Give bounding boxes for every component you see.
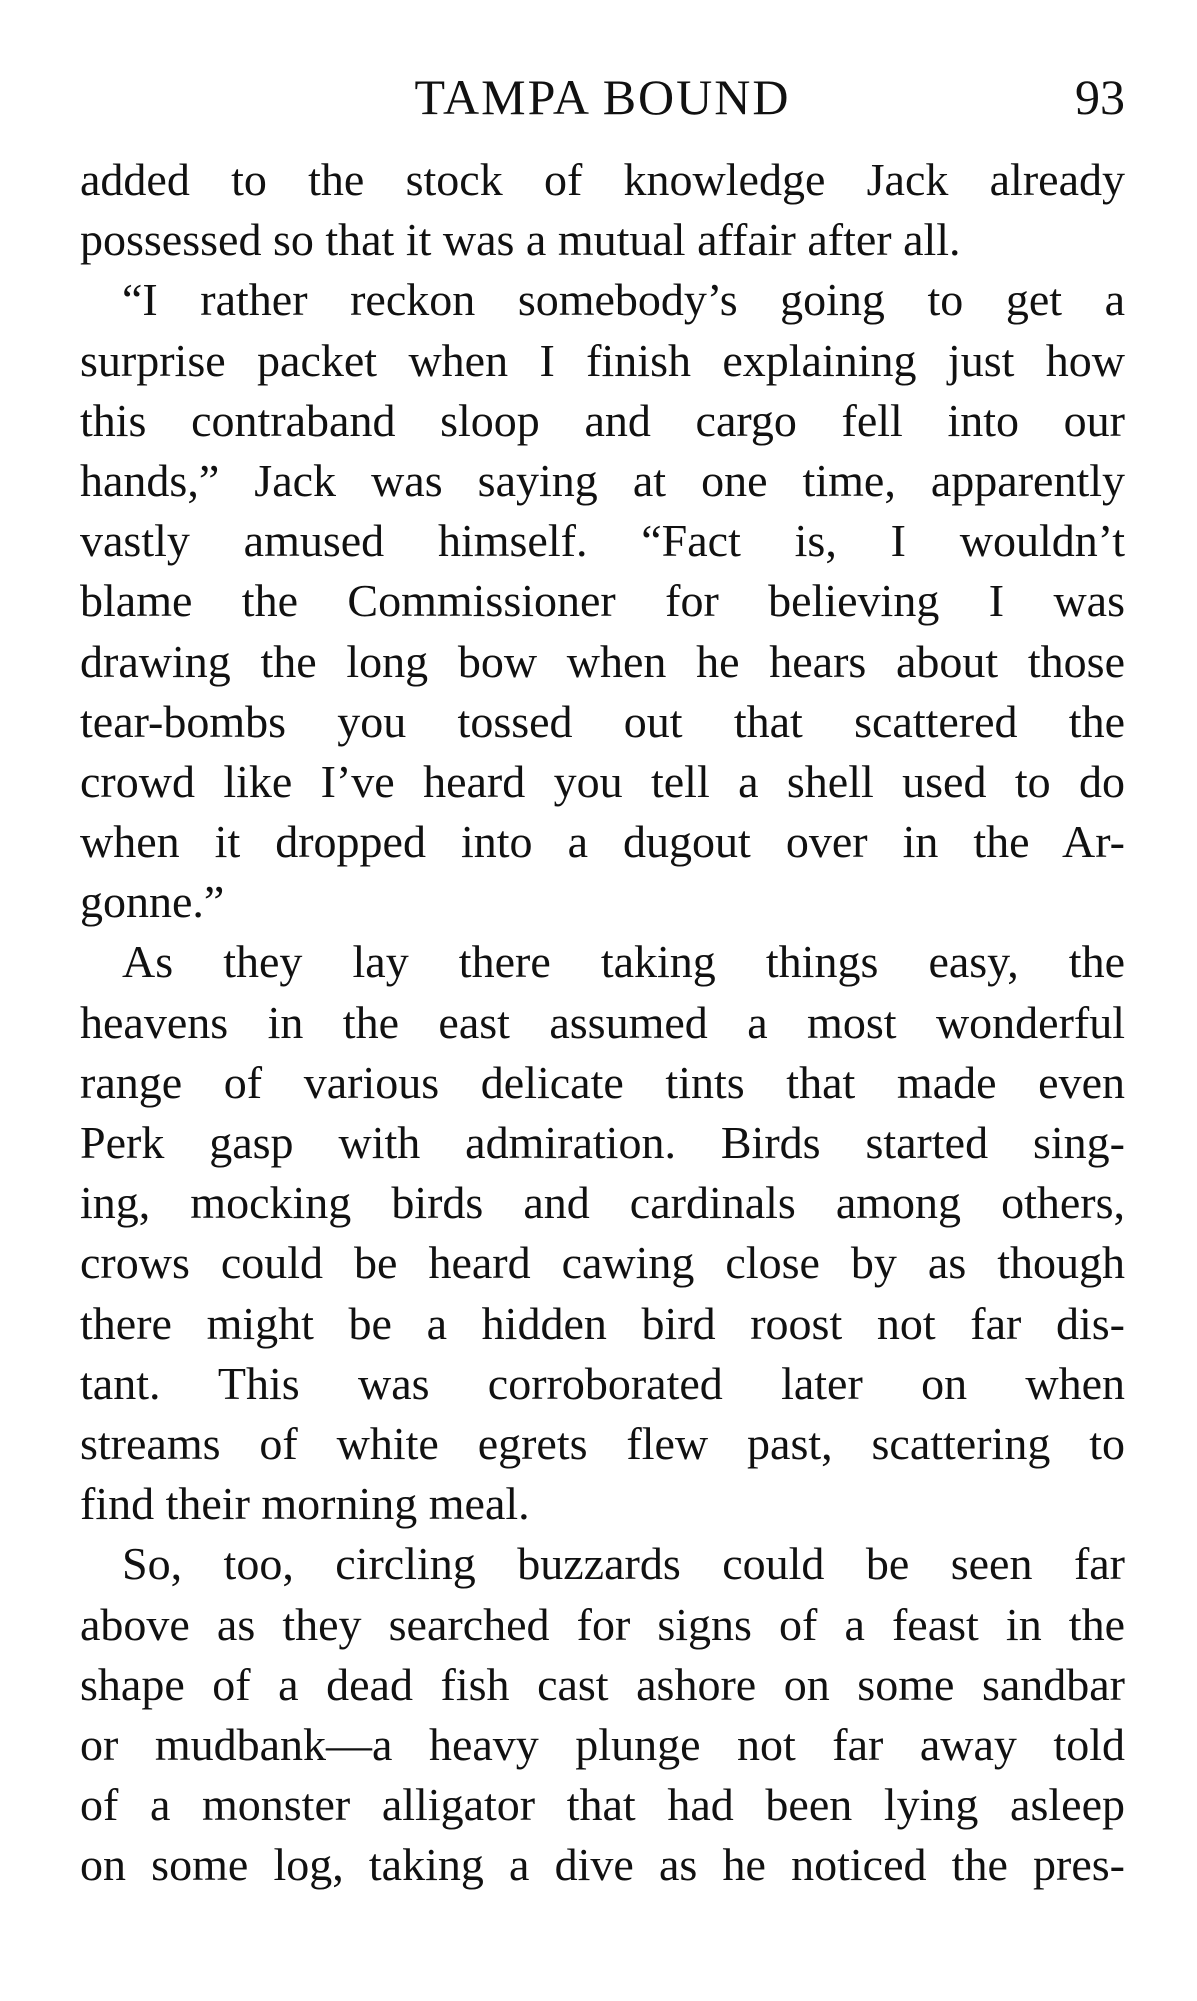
- text-line: “I rather reckon somebody’s going to get a: [122, 274, 1125, 326]
- text-line: tear-bombs you tossed out that scattered the: [80, 695, 1125, 747]
- text-line: blame the Commissioner for believing I was: [80, 575, 1125, 627]
- text-line: this contraband sloop and cargo fell into our: [80, 394, 1125, 446]
- text-line: hands,” Jack was saying at one time, apparently: [80, 454, 1125, 506]
- text-line: gonne.”: [80, 876, 225, 928]
- text-line: drawing the long bow when he hears about those: [80, 635, 1125, 687]
- text-line: surprise packet when I finish explaining just how: [80, 334, 1125, 386]
- text-line: Perk gasp with admiration. Birds started sing-: [80, 1117, 1125, 1168]
- text-line: of a monster alligator that had been lying asleep: [80, 1779, 1125, 1831]
- page-number: 93: [1075, 69, 1125, 125]
- text-line: added to the stock of knowledge Jack already: [80, 154, 1125, 205]
- text-line: heavens in the east assumed a most wonderful: [80, 996, 1125, 1048]
- text-line: tant. This was corroborated later on when: [80, 1357, 1125, 1409]
- text-line: possessed so that it was a mutual affair after all.: [80, 214, 961, 266]
- text-line: find their morning meal.: [80, 1478, 530, 1530]
- running-title: TAMPA BOUND: [414, 69, 791, 125]
- text-line: vastly amused himself. “Fact is, I wouldn’t: [80, 515, 1125, 567]
- body-text: [80, 150, 1125, 1895]
- text-line: streams of white egrets flew past, scattering to: [80, 1417, 1125, 1469]
- text-line: on some log, taking a dive as he noticed the pres-: [80, 1839, 1125, 1891]
- text-line: there might be a hidden bird roost not far dis-: [80, 1297, 1125, 1349]
- text-line: ing, mocking birds and cardinals among others,: [80, 1177, 1125, 1229]
- text-line: above as they searched for signs of a feast in the: [80, 1598, 1125, 1650]
- text-line: crows could be heard cawing close by as though: [80, 1237, 1125, 1289]
- text-line: As they lay there taking things easy, the: [122, 936, 1125, 988]
- text-line: or mudbank—a heavy plunge not far away told: [80, 1718, 1125, 1770]
- text-line: range of various delicate tints that made even: [80, 1056, 1125, 1108]
- text-line: crowd like I’ve heard you tell a shell used to do: [80, 755, 1125, 807]
- text-line: when it dropped into a dugout over in the Ar-: [80, 816, 1125, 868]
- text-line: shape of a dead fish cast ashore on some sandbar: [80, 1658, 1125, 1710]
- running-head: [80, 62, 1125, 132]
- text-line: So, too, circling buzzards could be seen far: [122, 1538, 1125, 1590]
